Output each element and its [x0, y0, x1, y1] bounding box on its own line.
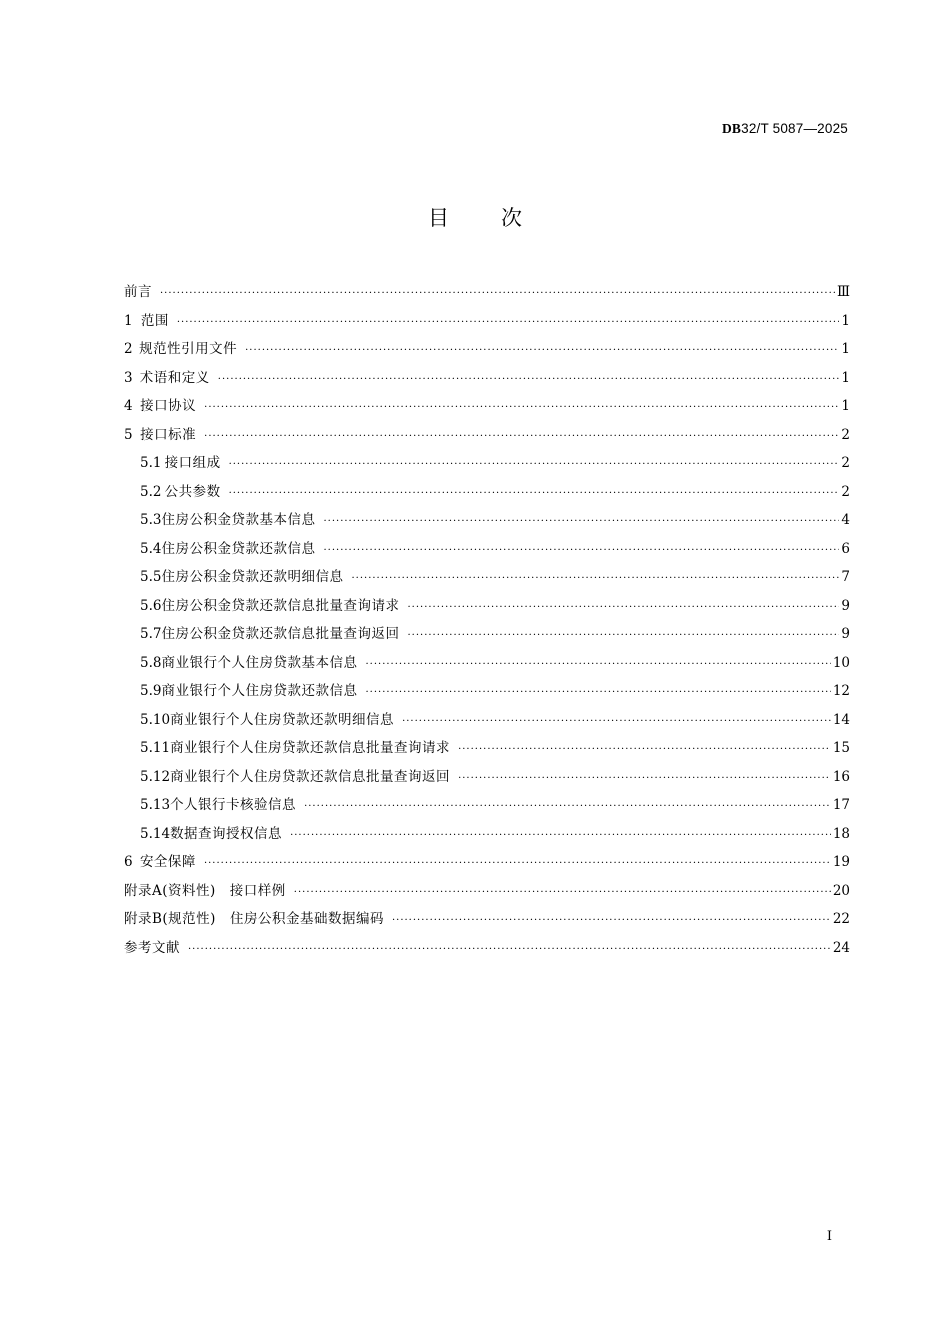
- toc-leader-dots: [204, 850, 831, 879]
- toc-entry-5-8[interactable]: [124, 649, 850, 678]
- toc-entry-4[interactable]: [124, 392, 850, 421]
- toc-entry-page: 1: [841, 341, 850, 357]
- toc-entry-label: 接口组成: [164, 455, 221, 471]
- standard-prefix: DB: [721, 121, 742, 136]
- toc-entry-number: 5.5: [140, 569, 162, 585]
- toc-entry-number: 1: [124, 312, 133, 329]
- toc-leader-dots: [323, 508, 839, 537]
- toc-leader-dots: [392, 907, 831, 936]
- toc-leader-dots: [402, 708, 831, 737]
- toc-entry-number: 5.1: [140, 455, 162, 471]
- toc-leader-dots: [177, 309, 840, 338]
- toc-entry-number: 6: [124, 854, 133, 870]
- toc-entry-label: 安全保障: [139, 854, 196, 870]
- toc-leader-dots: [351, 565, 839, 594]
- toc-entry-number: 5.12: [140, 768, 171, 785]
- toc-entry-page: 18: [832, 825, 850, 842]
- toc-entry-references[interactable]: [124, 934, 850, 963]
- toc-entry-label: 住房公积金贷款还款明细信息: [161, 569, 344, 585]
- toc-entry-page: 15: [832, 740, 850, 756]
- toc-entry-foreword[interactable]: [124, 278, 850, 307]
- toc-entry-page: 22: [832, 911, 850, 927]
- toc-entry-page: 19: [832, 854, 850, 870]
- toc-entry-page: 10: [832, 654, 850, 671]
- toc-entry-appendix-b[interactable]: [124, 905, 850, 934]
- standard-code: [722, 121, 848, 137]
- toc-entry-page: 2: [841, 483, 850, 500]
- toc-leader-dots: [229, 480, 840, 509]
- toc-entry-label: 规范性引用文件: [139, 341, 238, 357]
- toc-entry-page: 6: [841, 540, 850, 557]
- toc-entry-label: 前言: [124, 284, 152, 300]
- toc-entry-page: 20: [832, 882, 850, 899]
- toc-leader-dots: [188, 936, 831, 965]
- toc-leader-dots: [204, 423, 839, 452]
- standard-number: 32/T 5087—2025: [741, 121, 848, 136]
- toc-entry-label: 附录B(规范性) 住房公积金基础数据编码: [124, 911, 384, 927]
- toc-entry-5-9[interactable]: [124, 677, 850, 706]
- toc-leader-dots: [229, 451, 840, 480]
- toc-entry-5-5[interactable]: [124, 563, 850, 592]
- table-of-contents: [124, 278, 850, 962]
- toc-entry-label: 商业银行个人住房贷款还款信息批量查询返回: [170, 768, 451, 785]
- toc-entry-number: 5.9: [140, 683, 162, 699]
- toc-entry-label: 附录A(资料性) 接口样例: [124, 882, 286, 899]
- toc-entry-5[interactable]: [124, 421, 850, 450]
- toc-entry-number: 5.2: [140, 483, 162, 500]
- toc-entry-page: 4: [841, 512, 850, 528]
- toc-leader-dots: [245, 337, 839, 366]
- toc-entry-page: 1: [841, 369, 850, 386]
- toc-entry-label: 个人银行卡核验信息: [170, 797, 297, 813]
- toc-entry-page: 2: [841, 455, 850, 471]
- toc-entry-5-12[interactable]: [124, 763, 850, 792]
- page-title: 目次: [428, 206, 574, 230]
- toc-entry-6[interactable]: [124, 848, 850, 877]
- toc-leader-dots: [204, 394, 839, 423]
- toc-entry-page: 24: [832, 939, 850, 956]
- toc-leader-dots: [458, 736, 831, 765]
- toc-entry-5-3[interactable]: [124, 506, 850, 535]
- toc-leader-dots: [458, 765, 831, 794]
- toc-entry-2[interactable]: [124, 335, 850, 364]
- toc-entry-label: 公共参数: [164, 483, 221, 500]
- toc-entry-page: 1: [841, 398, 850, 414]
- toc-entry-page: 2: [841, 426, 850, 443]
- toc-leader-dots: [407, 594, 839, 623]
- toc-entry-5-11[interactable]: [124, 734, 850, 763]
- toc-entry-label: 住房公积金贷款基本信息: [161, 512, 316, 528]
- toc-entry-label: 范围: [140, 312, 169, 329]
- toc-entry-5-7[interactable]: [124, 620, 850, 649]
- toc-entry-number: 5.13: [140, 797, 171, 813]
- toc-entry-number: 5.10: [140, 711, 171, 728]
- toc-entry-number: 3: [124, 369, 133, 386]
- toc-entry-page: 12: [832, 683, 850, 699]
- toc-entry-label: 住房公积金贷款还款信息: [161, 540, 316, 557]
- toc-entry-label: 商业银行个人住房贷款还款信息: [161, 683, 358, 699]
- toc-entry-label: 住房公积金贷款还款信息批量查询请求: [161, 597, 400, 614]
- toc-entry-5-10[interactable]: [124, 706, 850, 735]
- toc-leader-dots: [304, 793, 831, 822]
- toc-entry-5-2[interactable]: [124, 478, 850, 507]
- toc-entry-number: 2: [124, 341, 133, 357]
- toc-entry-label: 接口协议: [140, 398, 197, 414]
- toc-entry-number: 5.6: [140, 597, 162, 614]
- toc-entry-number: 4: [124, 398, 133, 414]
- toc-entry-label: 商业银行个人住房贷款基本信息: [161, 654, 358, 671]
- toc-entry-label: 参考文献: [124, 939, 180, 956]
- page-number: Ⅰ: [826, 1229, 832, 1244]
- toc-entry-5-13[interactable]: [124, 791, 850, 820]
- toc-entry-number: 5: [124, 426, 133, 443]
- toc-entry-number: 5.4: [140, 540, 162, 557]
- toc-leader-dots: [294, 879, 831, 908]
- toc-entry-5-4[interactable]: [124, 535, 850, 564]
- toc-entry-5-6[interactable]: [124, 592, 850, 621]
- toc-entry-number: 5.3: [140, 512, 162, 528]
- toc-leader-dots: [323, 537, 839, 566]
- toc-entry-label: 商业银行个人住房贷款还款信息批量查询请求: [170, 740, 451, 756]
- toc-entry-page: 7: [841, 569, 850, 585]
- toc-entry-number: 5.14: [140, 825, 171, 842]
- toc-leader-dots: [365, 679, 830, 708]
- toc-entry-1[interactable]: [124, 307, 850, 336]
- toc-entry-5-14[interactable]: [124, 820, 850, 849]
- toc-leader-dots: [218, 366, 840, 395]
- toc-entry-label: 术语和定义: [139, 369, 210, 386]
- toc-entry-number: 5.7: [140, 626, 162, 642]
- toc-entry-page: Ⅲ: [836, 284, 850, 300]
- toc-entry-label: 商业银行个人住房贷款还款明细信息: [170, 711, 395, 728]
- toc-leader-dots: [160, 280, 835, 309]
- toc-leader-dots: [290, 822, 831, 851]
- toc-entry-number: 5.11: [140, 740, 171, 756]
- toc-entry-label: 数据查询授权信息: [170, 825, 283, 842]
- toc-entry-3[interactable]: [124, 364, 850, 393]
- toc-entry-page: 14: [832, 711, 850, 728]
- toc-leader-dots: [365, 651, 830, 680]
- toc-entry-label: 接口标准: [140, 426, 197, 443]
- toc-entry-page: 16: [832, 768, 850, 785]
- toc-leader-dots: [407, 622, 839, 651]
- toc-entry-number: 5.8: [140, 654, 162, 671]
- toc-entry-page: 17: [832, 797, 850, 813]
- toc-entry-appendix-a[interactable]: [124, 877, 850, 906]
- toc-entry-page: 1: [841, 312, 850, 329]
- toc-entry-5-1[interactable]: [124, 449, 850, 478]
- toc-entry-label: 住房公积金贷款还款信息批量查询返回: [161, 626, 400, 642]
- toc-entry-page: 9: [841, 597, 850, 614]
- toc-entry-page: 9: [841, 626, 850, 642]
